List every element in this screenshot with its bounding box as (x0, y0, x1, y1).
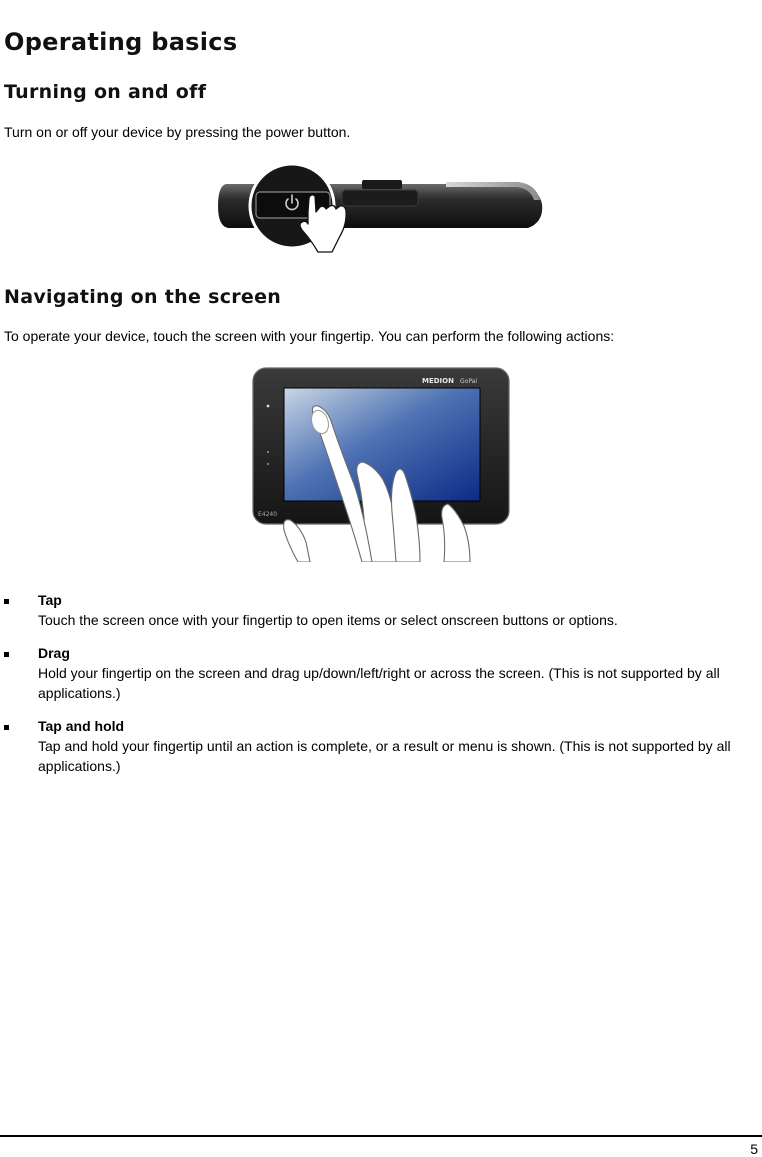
action-item-drag (0, 643, 760, 703)
footer-rule (0, 1135, 762, 1137)
action-item-tap (0, 590, 760, 630)
action-description: Touch the screen once with your fingertip to open items or select onscreen buttons or options. (38, 612, 618, 628)
navigation-paragraph: To operate your device, touch the screen with your fingertip. You can perform the following actions: (4, 328, 615, 344)
device-model-label: E4240 (258, 511, 278, 518)
section-heading-power: Turning on and off (4, 81, 207, 103)
action-title: Tap (38, 592, 62, 608)
action-title: Drag (38, 645, 70, 661)
device-product-label: GoPal (460, 378, 478, 385)
action-title: Tap and hold (38, 718, 125, 734)
section-heading-navigation: Navigating on the screen (4, 286, 282, 308)
bullet-square-icon (4, 599, 9, 604)
touchscreen-figure (250, 366, 512, 562)
action-description: Hold your fingertip on the screen and drag up/down/left/right or across the screen. (This is not supported by all applications.) (38, 665, 720, 701)
device-card-slot (362, 180, 402, 189)
device-sensor-dot (267, 405, 270, 408)
power-paragraph: Turn on or off your device by pressing the power button. (4, 124, 351, 140)
power-button-figure (216, 160, 546, 258)
page-number: 5 (750, 1141, 758, 1157)
bullet-square-icon (4, 652, 9, 657)
device-side-recess (342, 190, 418, 206)
device-led-dot (267, 463, 269, 465)
device-led-dot (267, 451, 269, 453)
bullet-square-icon (4, 725, 9, 730)
page-title: Operating basics (4, 28, 238, 56)
device-brand-label: MEDION (422, 377, 454, 385)
action-item-tap-and-hold (0, 716, 760, 776)
actions-list (0, 590, 762, 789)
action-description: Tap and hold your fingertip until an action is complete, or a result or menu is shown. (This is not supported by all applications.) (38, 738, 731, 774)
